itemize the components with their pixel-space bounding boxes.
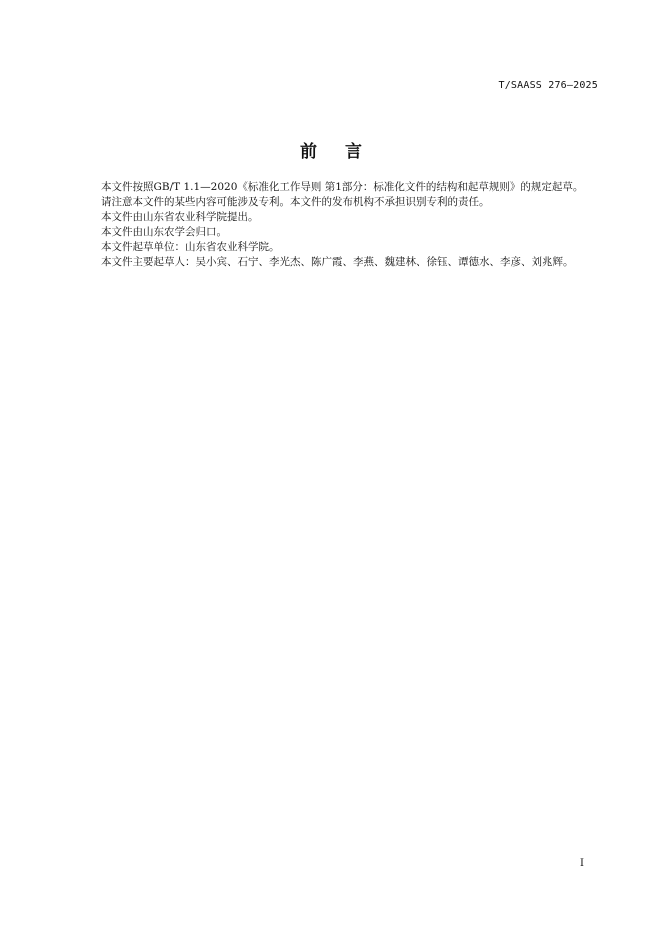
paragraph-administrator: 本文件由山东农学会归口。 bbox=[101, 226, 227, 238]
paragraph-proposer: 本文件由山东省农业科学院提出。 bbox=[101, 211, 259, 223]
page-number: I bbox=[580, 858, 584, 869]
paragraph-drafting-unit: 本文件起草单位：山东省农业科学院。 bbox=[101, 241, 280, 253]
paragraph-drafting-rules: 本文件按照GB/T 1.1—2020《标准化工作导则 第1部分：标准化文件的结构和起草规则》的规定起草。 bbox=[101, 181, 584, 193]
document-code: T/SAASS 276—2025 bbox=[498, 80, 598, 91]
foreword-body bbox=[80, 180, 600, 270]
page-title: 前言 bbox=[300, 142, 390, 162]
paragraph-drafters: 本文件主要起草人：吴小宾、石宁、李光杰、陈广霞、李燕、魏建林、徐钰、谭德水、李彦、刘兆辉。 bbox=[101, 256, 574, 268]
paragraph-patent-notice: 请注意本文件的某些内容可能涉及专利。本文件的发布机构不承担识别专利的责任。 bbox=[101, 196, 490, 208]
